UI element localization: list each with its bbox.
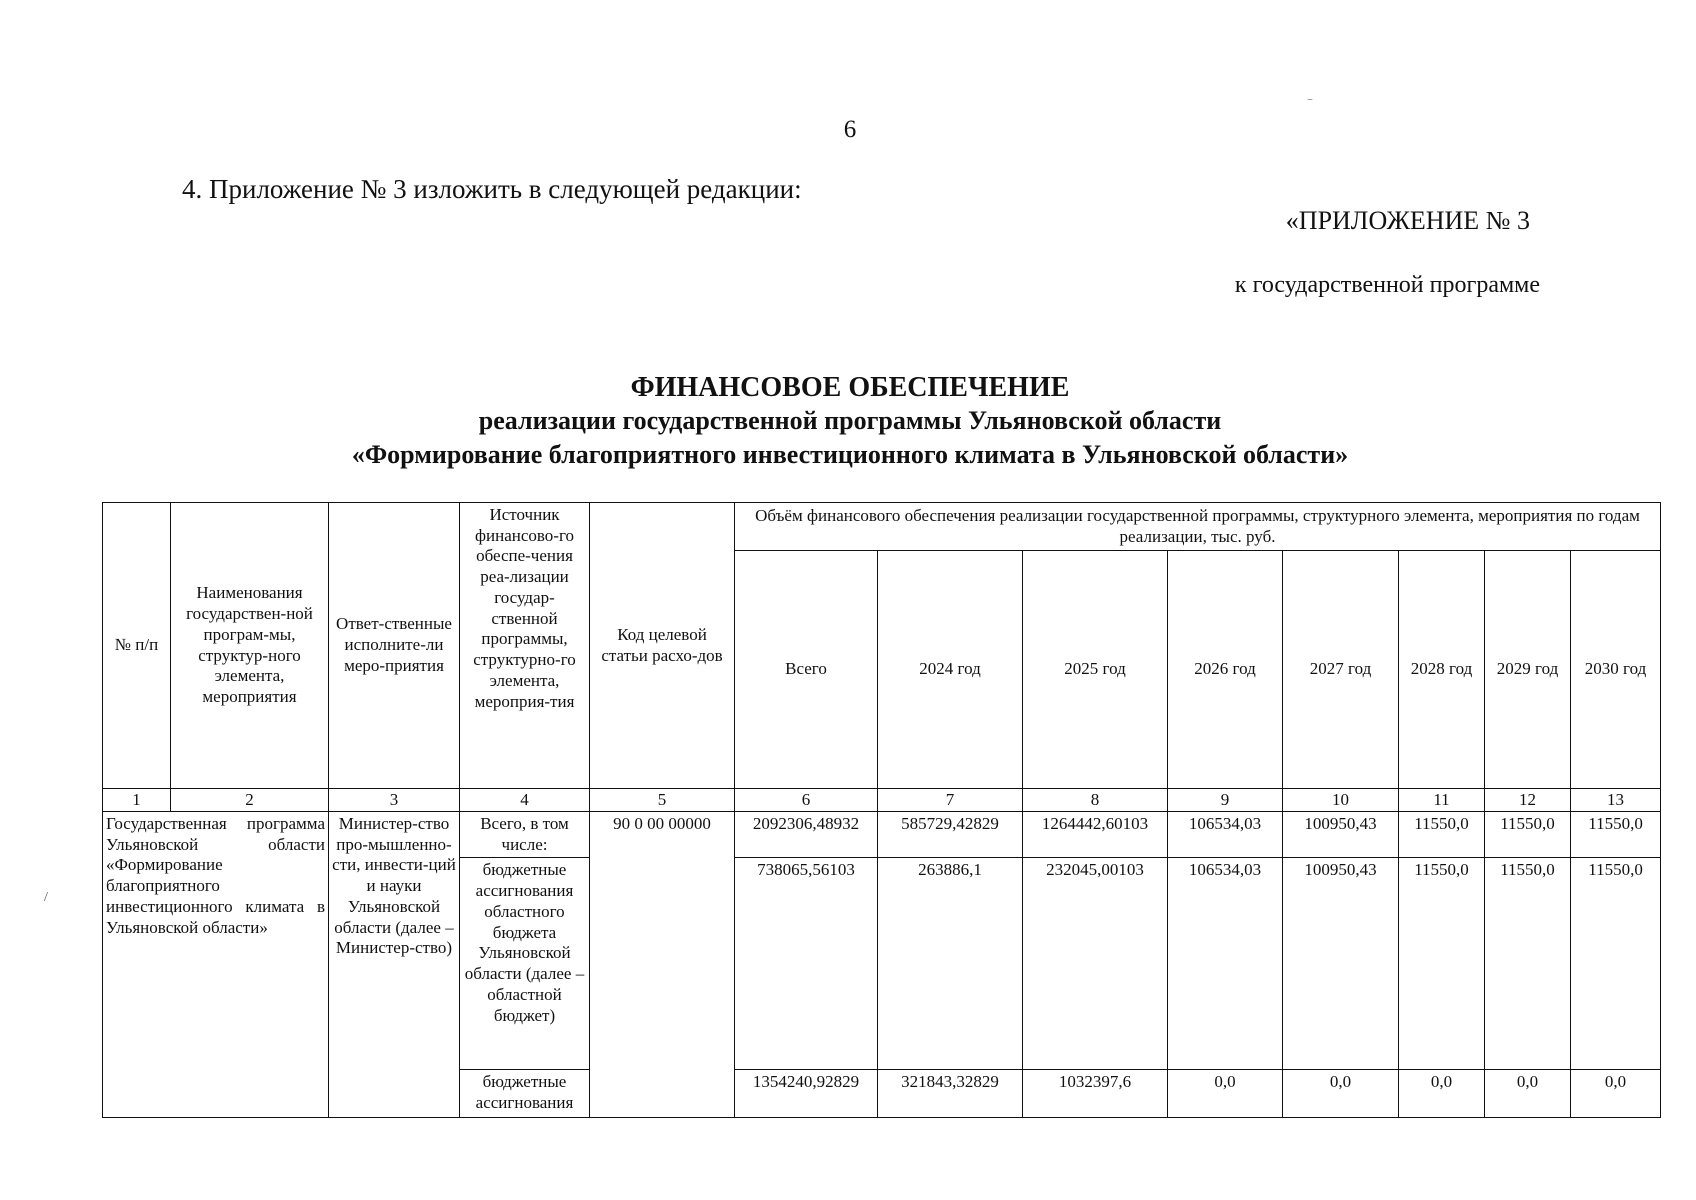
header-year-2024: 2024 год [878, 551, 1023, 789]
header-year-2029: 2029 год [1485, 551, 1571, 789]
value-2030: 11550,0 [1571, 812, 1661, 858]
value-2025: 1032397,6 [1023, 1070, 1168, 1118]
value-2027: 100950,43 [1283, 812, 1399, 858]
header-volume: Объём финансового обеспечения реализации государственной программы, структурного элемента, мероприятия по годам реализации, тыс. руб. [735, 503, 1661, 551]
value-2024: 585729,42829 [878, 812, 1023, 858]
header-source: Источник финансово-го обеспе-чения реа-лизации государ-ственной программы, структурно-го элемента, мероприя-тия [460, 503, 590, 789]
header-year-2027: 2027 год [1283, 551, 1399, 789]
finance-table [102, 502, 1661, 1118]
appendix-title: «ПРИЛОЖЕНИЕ № 3 [1285, 206, 1530, 235]
header-total: Всего [735, 551, 878, 789]
column-number: 5 [590, 789, 735, 812]
column-number: 2 [171, 789, 329, 812]
value-2027: 0,0 [1283, 1070, 1399, 1118]
value-2030: 0,0 [1571, 1070, 1661, 1118]
header-name: Наименования государствен-ной програм-мы, структур-ного элемента, мероприятия [171, 503, 329, 789]
value-2027: 100950,43 [1283, 858, 1399, 1070]
value-2028: 0,0 [1399, 1070, 1485, 1118]
value-2026: 0,0 [1168, 1070, 1283, 1118]
value-2029: 11550,0 [1485, 858, 1571, 1070]
value-2025: 232045,00103 [1023, 858, 1168, 1070]
value-2028: 11550,0 [1399, 812, 1485, 858]
page-number: 6 [843, 116, 857, 143]
target-code-cell: 90 0 00 00000 [590, 812, 735, 1118]
header-year-2026: 2026 год [1168, 551, 1283, 789]
document-subheading: реализации государственной программы Ульяновской области [478, 406, 1222, 435]
header-year-2030: 2030 год [1571, 551, 1661, 789]
table-row-total [103, 812, 1661, 858]
stray-margin-mark: / [44, 890, 48, 905]
column-number: 1 [103, 789, 171, 812]
value-2028: 11550,0 [1399, 858, 1485, 1070]
header-row-top [103, 503, 1661, 551]
value-2025: 1264442,60103 [1023, 812, 1168, 858]
value-2029: 0,0 [1485, 1070, 1571, 1118]
header-code: Код целевой статьи расхо-дов [590, 503, 735, 789]
value-total: 1354240,92829 [735, 1070, 878, 1118]
column-number: 8 [1023, 789, 1168, 812]
value-total: 738065,56103 [735, 858, 878, 1070]
value-2024: 263886,1 [878, 858, 1023, 1070]
source-cell: Всего, в том числе: [460, 812, 590, 858]
column-number: 10 [1283, 789, 1399, 812]
source-cell: бюджетные ассигнования [460, 1070, 590, 1118]
document-heading: ФИНАНСОВОЕ ОБЕСПЕЧЕНИЕ [630, 372, 1070, 403]
stray-tick-mark: ‾ [1308, 98, 1312, 112]
header-year-2025: 2025 год [1023, 551, 1168, 789]
column-number: 3 [329, 789, 460, 812]
column-number: 12 [1485, 789, 1571, 812]
column-number: 9 [1168, 789, 1283, 812]
header-executor: Ответ-ственные исполните-ли меро-приятия [329, 503, 460, 789]
source-cell: бюджетные ассигнования областного бюджета Ульяновской области (далее – областной бюджет) [460, 858, 590, 1070]
column-number: 13 [1571, 789, 1661, 812]
column-number-row [103, 789, 1661, 812]
executor-cell: Министер-ство про-мышленно-сти, инвести-ций и науки Ульяновской области (далее – Министер-ство) [329, 812, 460, 1118]
column-number: 7 [878, 789, 1023, 812]
header-no: № п/п [103, 503, 171, 789]
header-year-2028: 2028 год [1399, 551, 1485, 789]
column-number: 6 [735, 789, 878, 812]
value-total: 2092306,48932 [735, 812, 878, 858]
column-number: 11 [1399, 789, 1485, 812]
program-title: «Формирование благоприятного инвестиционного климата в Ульяновской области» [351, 440, 1349, 469]
value-2024: 321843,32829 [878, 1070, 1023, 1118]
column-number: 4 [460, 789, 590, 812]
program-name-cell: Государственная программа Ульяновской области «Формирование благоприятного инвестиционного климата в Ульяновской области» [103, 812, 329, 1118]
value-2026: 106534,03 [1168, 858, 1283, 1070]
value-2029: 11550,0 [1485, 812, 1571, 858]
value-2030: 11550,0 [1571, 858, 1661, 1070]
instruction-text: 4. Приложение № 3 изложить в следующей редакции: [182, 174, 802, 204]
value-2026: 106534,03 [1168, 812, 1283, 858]
appendix-subtitle: к государственной программе [1234, 272, 1540, 298]
